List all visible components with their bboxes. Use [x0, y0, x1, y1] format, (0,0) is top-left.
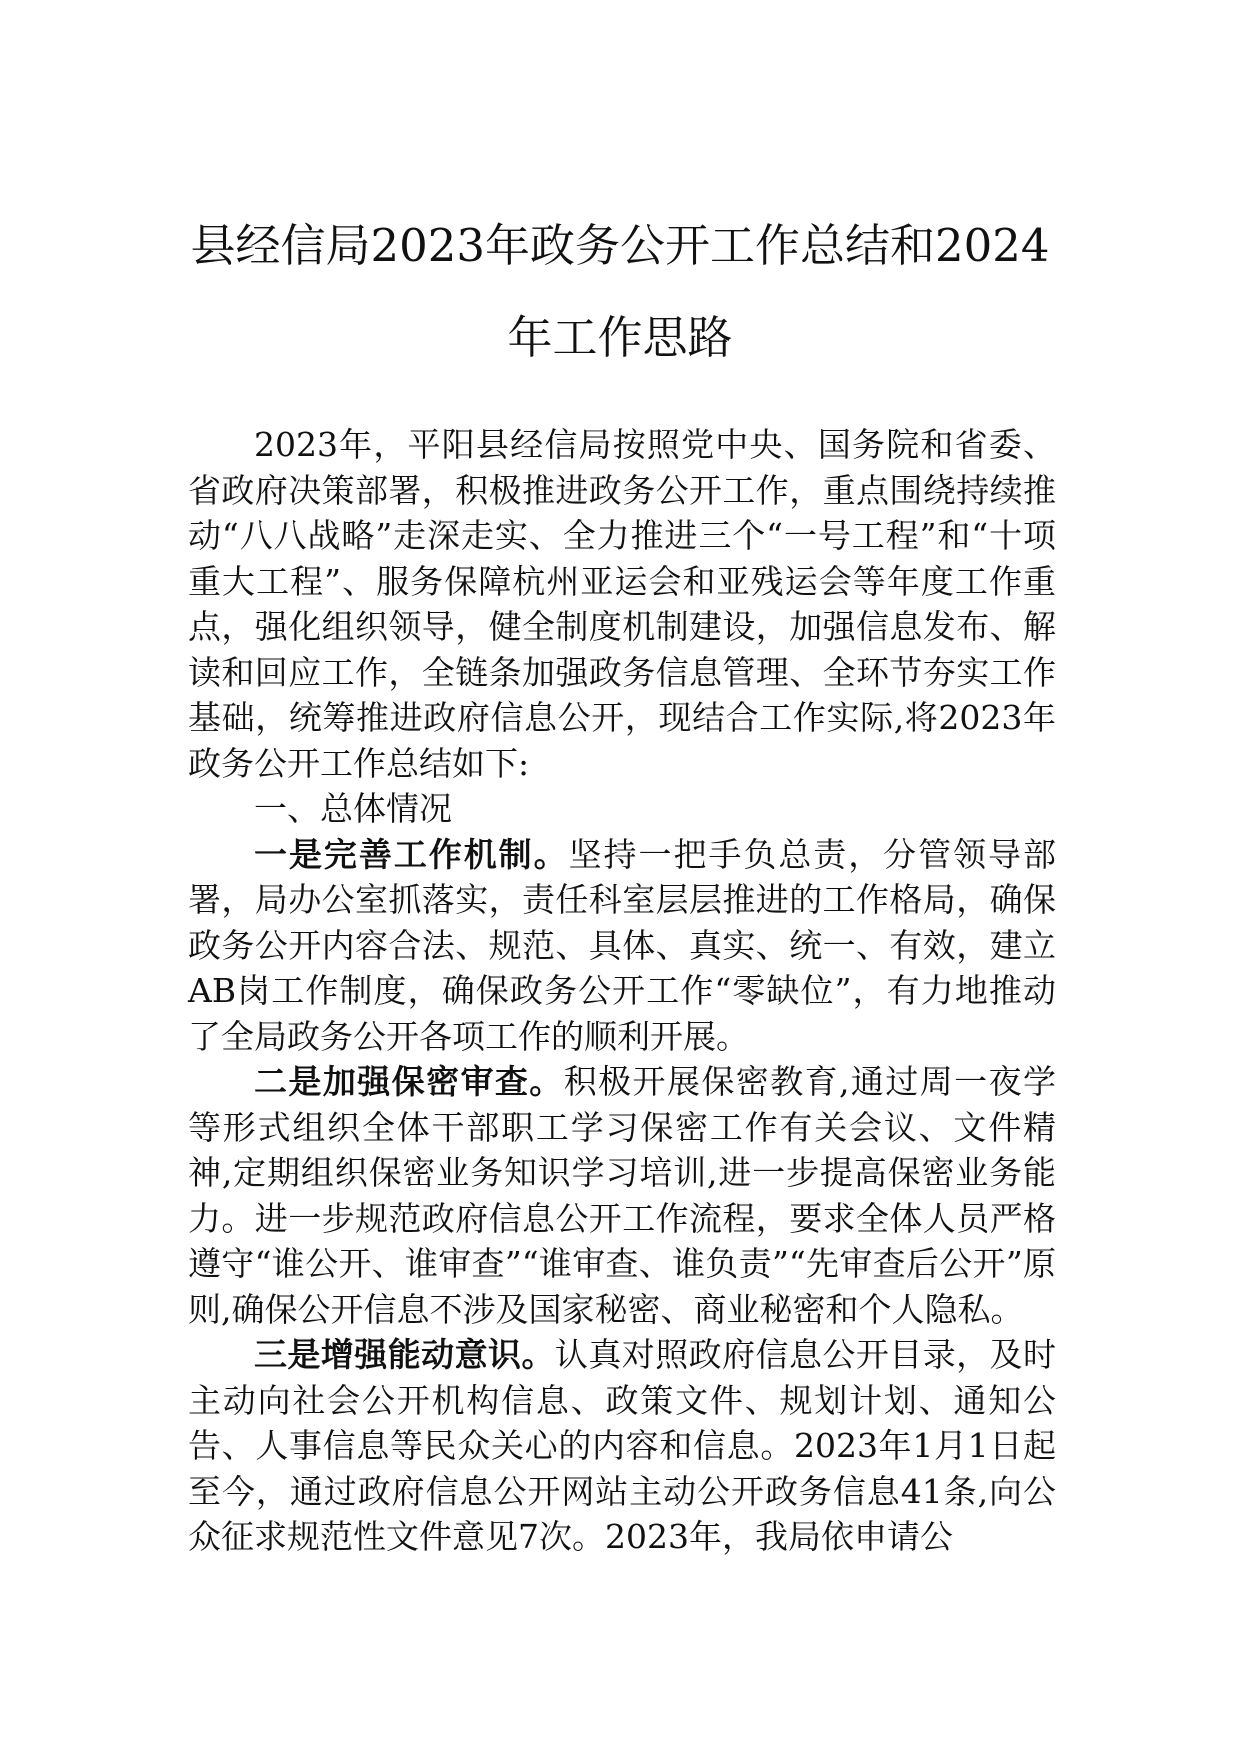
item-lead-1: 一是完善工作机制。 — [254, 834, 569, 874]
item-text-2: 积极开展保密教育,通过周一夜学等形式组织全体干部职工学习保密工作有关会议、文件精神,定期组织保密业务知识学习培训,进一步提高保密业务能力。进一步规范政府信息公开工作流程，要求全体人员严格遵守“谁公开、谁审查”“谁审查、谁负责”“先审查后公开”原则,确保公开信息不涉及国家秘密、商业秘密和个人隐私。 — [188, 1062, 1056, 1329]
document-title: 县经信局2023年政务公开工作总结和2024年工作思路 — [190, 219, 1050, 364]
item-text-3: 认真对照政府信息公开目录，及时主动向社会公开机构信息、政策文件、规划计划、通知公告、人事信息等民众关心的内容和信息。2023年1月1日起至今，通过政府信息公开网站主动公开政务信息41条,向公众征求规范性文件意见7次。2023年，我局依申请公 — [188, 1335, 1057, 1556]
item-lead-2: 二是加强保密审查。 — [254, 1062, 564, 1101]
item-paragraph-2 — [188, 1059, 1056, 1332]
document-body — [188, 422, 1056, 1560]
item-text-1: 坚持一把手负总责，分管领导部署，局办公室抓落实，责任科室层层推进的工作格局，确保政务公开内容合法、规范、具体、真实、统一、有效，建立AB岗工作制度，确保政务公开工作“零缺位”，有力地推动了全局政务公开各项工作的顺利开展。 — [188, 834, 1057, 1056]
item-lead-3: 三是增强能动意识。 — [254, 1335, 555, 1374]
intro-paragraph: 2023年，平阳县经信局按照党中央、国务院和省委、省政府决策部署，积极推进政务公开工作，重点围绕持续推动“八八战略”走深走实、全力推进三个“一号工程”和“十项重大工程”、服务保障杭州亚运会和亚残运会等年度工作重点，强化组织领导，健全制度机制建设，加强信息发布、解读和回应工作，全链条加强政务信息管理、全环节夯实工作基础，统筹推进政府信息公开，现结合工作实际,将2023年政务公开工作总结如下: — [188, 425, 1056, 783]
item-paragraph-1 — [188, 832, 1056, 1060]
section-heading-overview: 一、总体情况 — [254, 789, 452, 828]
item-paragraph-3 — [188, 1332, 1056, 1560]
